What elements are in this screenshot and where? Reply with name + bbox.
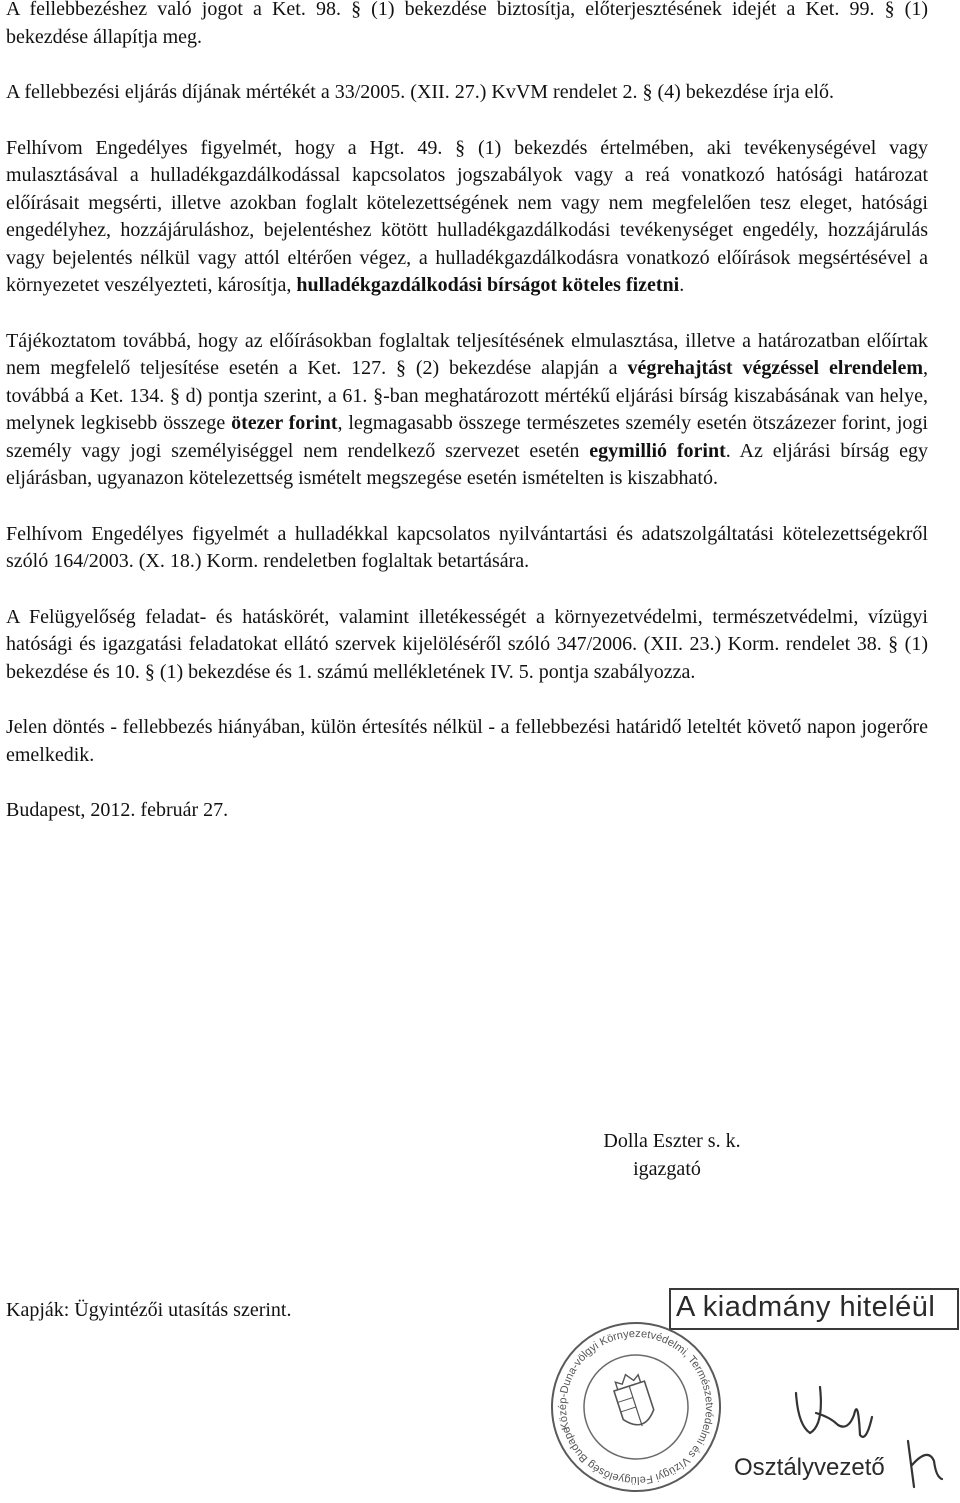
bold-text: hulladékgazdálkodási bírságot köteles fizetni [296,274,680,296]
paragraph [6,521,928,576]
signature-name: Dolla Eszter s. k. [603,1130,741,1152]
paragraph-text: Jelen döntés - fellebbezés hiányában, külön értesítés nélkül - a fellebbezési határidő leteltét követő napon jogerőre emelkedik. [6,716,928,766]
bold-text: egymillió forint [589,439,726,462]
signature-role: igazgató [633,1158,701,1180]
paragraph [6,135,928,300]
paragraph-text: Tájékoztatom továbbá, hogy az előírásokban foglaltak teljesítésének elmulasztása, illetve a határozatban előírtak nem megfelelő teljesítése esetén a Ket. 127. § (2) bekezdése alapján a [6,329,928,379]
handwritten-signature [796,1387,872,1437]
paragraph-text: Felhívom Engedélyes figyelmét, hogy a Hgt. 49. § (1) bekezdés értelmében, aki tevékenységével vagy mulasztásával a hulladékgazdálkodással kapcsolatos jogszabályok vagy a reá vonatkozó hatósági határozat előírásait megsérti, illetve azokban foglalt kötelezettségének nem vagy nem megfelelően tesz eleget, hatósági engedélyhez, hozzájáruláshoz, bejelentéshez kötött hulladékgazdálkodási tevékenységet engedély, hozzájárulás vagy bejelentés nélkül vagy attól eltérően végez, a hulladékgazdálkodásra vonatkozó előírások megsértésével a környezetet veszélyezteti, károsítja, [6,136,928,296]
paragraph [6,0,928,51]
bold-text: ötezer forint [231,412,338,434]
paragraph [6,714,928,769]
paragraph [6,328,928,493]
paragraph-text: . Az eljárási bírság egy eljárásban, ugyanazon kötelezettség ismételt megszegése esetén ismételten is kiszabható. [6,439,929,489]
paragraph [6,604,928,687]
paragraph [6,797,928,825]
stamp-header-text: A kiadmány hiteléül [676,1291,936,1323]
seal-ring-text: Közép-Duna-völgyi Környezetvédelmi, Természetvédelmi és Vízügyi Felügyelőség Budapest [556,1327,716,1487]
paragraph-text: A fellebbezéshez való jogot a Ket. 98. § (1) bekezdése biztosítja, előterjesztésének idejét a Ket. 99. § (1) bekezdése állapítja meg. [6,0,928,48]
paragraph-text: . [679,274,685,296]
recipients-line: Kapják: Ügyintézői utasítás szerint. [6,1299,292,1321]
paragraph [6,79,928,107]
authentication-stamp [548,1265,960,1503]
paragraph-text: Budapest, 2012. február 27. [6,799,229,821]
document-body [6,0,928,825]
paragraph-text: , továbbá a Ket. 134. § d) pontja szerint, a 61. §-ban meghatározott mértékű eljárási bírság kiszabásának van helye, melynek legkisebb összege [6,357,928,434]
paragraphs [6,0,928,825]
paragraph-text: A Felügyelőség feladat- és hatáskörét, valamint illetékességét a környezetvédelmi, természetvédelmi, vízügyi hatósági és igazgatási feladatokat ellátó szervek kijelöléséről szóló 347/2006. (XII. 23.) Korm. rendelet 38. § (1) bekezdése és 10. § (1) bekezdése és 1. számú mellékletének IV. 5. pontja szabályozza. [6,605,928,683]
bold-text: végrehajtást végzéssel elrendelem [627,357,923,379]
signature-block [582,1127,762,1183]
handwritten-initial [908,1441,942,1487]
paragraph-text: Felhívom Engedélyes figyelmét a hulladékkal kapcsolatos nyilvántartási és adatszolgáltatási kötelezettségekről szóló 164/2003. (X. 18.) Korm. rendeletben foglaltak betartására. [6,522,928,572]
stamp-role-text: Osztályvezető [734,1454,885,1481]
paragraph-text: , legmagasabb összege természetes személy esetén ötszázezer forint, jogi személy vagy jogi személyiséggel nem rendelkező szervezet esetén [6,412,928,462]
paragraph-text: A fellebbezési eljárás díjának mértékét a 33/2005. (XII. 27.) KvVM rendelet 2. § (4) bekezdése írja elő. [6,81,835,103]
